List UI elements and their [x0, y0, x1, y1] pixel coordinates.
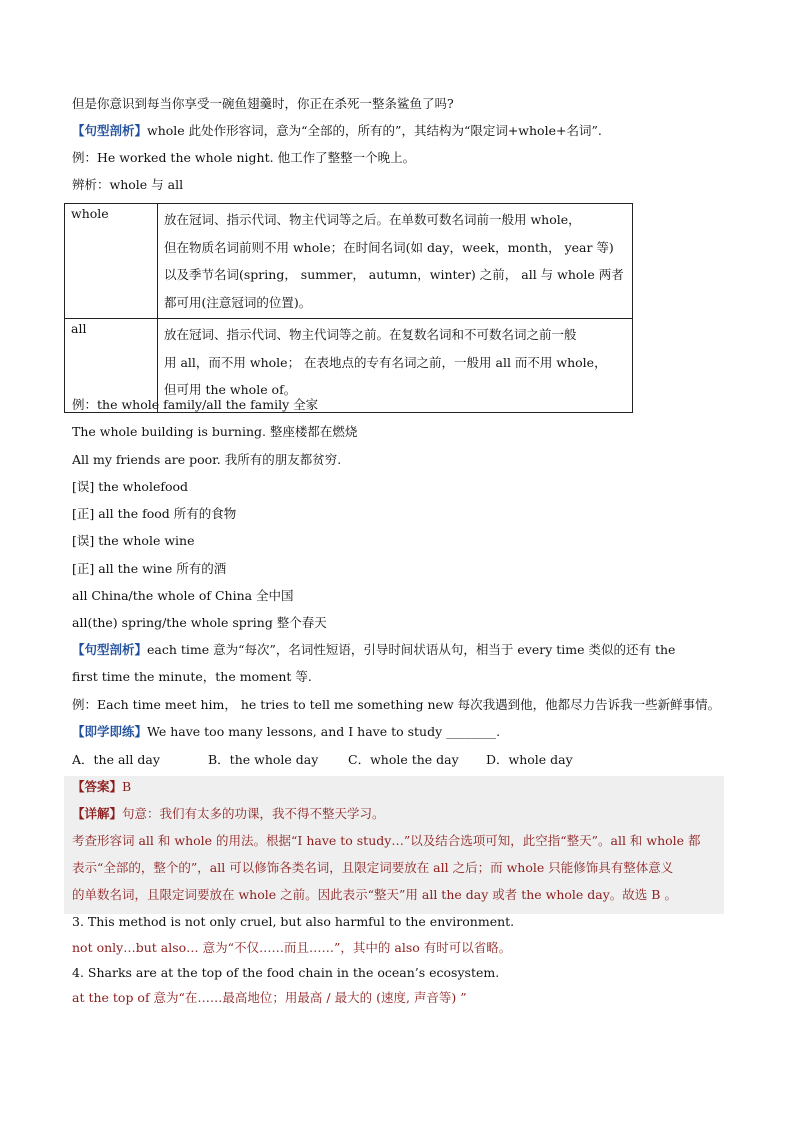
distinguish-heading: 辨析：whole 与 all — [72, 177, 184, 192]
analysis-text: each time 意为“每次”，名词性短语，引导时间状语从句，相当于 every time 类似的还有 the — [147, 642, 676, 657]
detail-label: 【详解】 — [72, 806, 123, 821]
table-line: 但可用 the whole of。 — [164, 382, 297, 397]
example-line: all China/the whole of China 全中国 — [72, 588, 294, 603]
analysis-label: 【句型剖析】 — [72, 123, 148, 138]
answer-line — [72, 778, 131, 796]
option-c: C．whole the day — [348, 752, 459, 767]
example-line: 例：the whole family/all the family 全家 — [72, 397, 319, 412]
sentence-3: 3. This method is not only cruel, but also harmful to the environment. — [72, 914, 515, 929]
table-row — [65, 204, 633, 319]
example-line: [正] all the food 所有的食物 — [72, 506, 237, 521]
table-desc-whole — [158, 204, 633, 319]
comparison-table — [64, 203, 633, 413]
example-whole-night: 例：He worked the whole night. 他工作了整整一个晚上。 — [72, 150, 416, 165]
analysis-text: whole 此处作形容词，意为“全部的，所有的”，其结构为“限定词+whole+名词”. — [147, 123, 602, 138]
note-3: not only…but also… 意为“不仅……而且……”，其中的 also 有时可以省略。 — [72, 940, 512, 955]
option-b: B．the whole day — [208, 752, 319, 767]
intro-question: 但是你意识到每当你享受一碗鱼翅羹时，你正在杀死一整条鲨鱼了吗? — [72, 96, 454, 111]
analysis-whole — [72, 122, 602, 140]
table-line: 以及季节名词(spring， summer， autumn，winter) 之前， all 与 whole 两者 — [164, 267, 624, 282]
example-line: All my friends are poor. 我所有的朋友都贫穷. — [72, 452, 342, 467]
table-line: 但在物质名词前则不用 whole；在时间名词(如 day，week，month， year 等) — [164, 239, 614, 255]
practice-question — [72, 723, 500, 741]
detail-line — [72, 805, 385, 823]
analysis-label: 【句型剖析】 — [72, 642, 148, 657]
answer-label: 【答案】 — [72, 779, 123, 794]
option-d: D．whole day — [486, 752, 573, 767]
explain-line: 表示“全部的，整个的”，all 可以修饰各类名词，且限定词要放在 all 之后；而 whole 只能修饰具有整体意义 — [72, 860, 674, 875]
example-line: [误] the wholefood — [72, 479, 189, 494]
example-line: all(the) spring/the whole spring 整个春天 — [72, 615, 327, 630]
explain-line: 考查形容词 all 和 whole 的用法。根据“I have to study…”以及结合选项可知，此空指“整天”。all 和 whole 都 — [72, 833, 701, 848]
note-4: at the top of 意为“在……最高地位；用最高 / 最大的 (速度, 声音等) ” — [72, 990, 467, 1005]
option-a: A．the all day — [72, 752, 160, 767]
example-line: The whole building is burning. 整座楼都在燃烧 — [72, 424, 358, 439]
detail-text: 句意：我们有太多的功课，我不得不整天学习。 — [122, 806, 385, 821]
example-line: [正] all the wine 所有的酒 — [72, 561, 227, 576]
answer-value: B — [122, 779, 132, 794]
table-key-all: all — [65, 319, 158, 413]
sentence-4: 4. Sharks are at the top of the food chain in the ocean’s ecosystem. — [72, 965, 500, 980]
table-line: 放在冠词、指示代词、物主代词等之前。在复数名词和不可数名词之前一般 — [164, 327, 577, 342]
explain-line: 的单数名词，且限定词要放在 whole 之前。因此表示“整天”用 all the day 或者 the whole day。故选 B 。 — [72, 887, 677, 902]
table-key-whole: whole — [65, 204, 158, 319]
example-each-time: 例：Each time meet him， he tries to tell me something new 每次我遇到他，他都尽力告诉我一些新鲜事情。 — [72, 697, 721, 712]
example-line: [误] the whole wine — [72, 533, 195, 548]
practice-label: 【即学即练】 — [72, 724, 148, 739]
analysis-each-time — [72, 641, 675, 659]
practice-text: We have too many lessons, and I have to study ________. — [147, 724, 501, 739]
table-line: 用 all，而不用 whole； 在表地点的专有名词之前，一般用 all 而不用 whole， — [164, 354, 607, 370]
table-line: 放在冠词、指示代词、物主代词等之后。在单数可数名词前一般用 whole， — [164, 212, 581, 227]
analysis-each-time-cont: first time the minute，the moment 等. — [72, 669, 312, 684]
table-line: 都可用(注意冠词的位置)。 — [164, 294, 312, 310]
